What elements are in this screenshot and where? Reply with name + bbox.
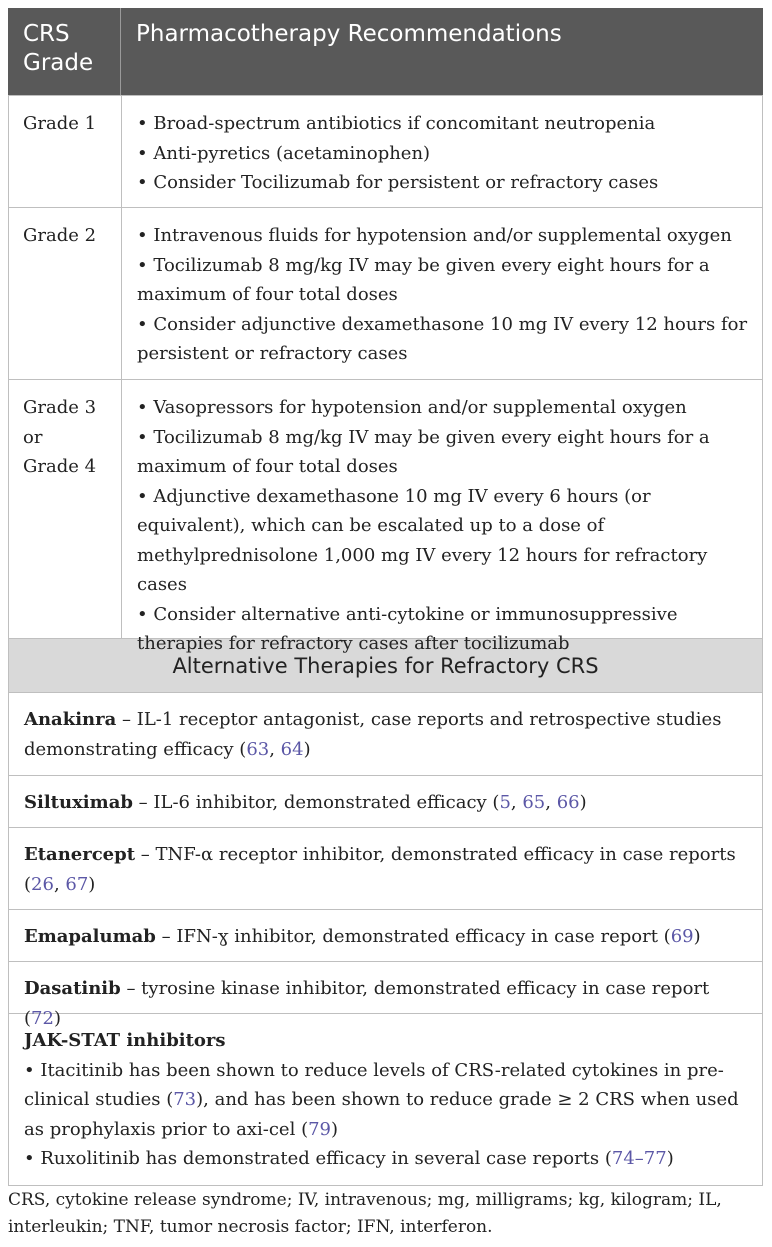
drug-name: Anakinra xyxy=(24,709,117,730)
grade-label: Grade 2 xyxy=(9,208,122,379)
alt-therapy-etanercept: Etanercept – TNF-α receptor inhibitor, demonstrated efficacy in case reports (26, 67) xyxy=(8,828,763,910)
alt-therapy-dasatinib xyxy=(8,962,763,1029)
grade-label-line: Grade 3 xyxy=(23,397,97,418)
bullet: • Consider adjunctive dexamethasone 10 mg IV every 12 hours for persistent or refractory cases xyxy=(137,313,748,364)
reference-link[interactable]: 69 xyxy=(670,926,694,947)
drug-description: – IL-6 inhibitor, demonstrated efficacy ( xyxy=(132,792,500,813)
drug-description: – tyrosine kinase inhibitor, demonstrated efficacy in case report ( xyxy=(24,978,710,1029)
reference-link[interactable]: 65 xyxy=(522,792,546,813)
grade-label: Grade 1 xyxy=(9,96,122,207)
reference-link[interactable]: 67 xyxy=(65,873,89,895)
bullet-text: ) xyxy=(331,1118,339,1140)
bullet: • Broad-spectrum antibiotics if concomitant neutropenia xyxy=(137,113,656,134)
recommendations xyxy=(122,380,762,654)
header-pharmacotherapy: Pharmacotherapy Recommendations xyxy=(136,21,562,47)
drug-name: JAK-STAT inhibitors xyxy=(24,1030,226,1051)
drug-name: Siltuximab xyxy=(24,792,133,813)
grade-label xyxy=(9,380,122,638)
table-row-grade-2 xyxy=(8,208,763,380)
alt-therapy-jak-stat xyxy=(8,1014,763,1186)
bullet-text: • Ruxolitinib has demonstrated efficacy in several case reports ( xyxy=(24,1148,612,1169)
reference-link[interactable]: 63 xyxy=(246,738,270,760)
bullet: • Tocilizumab 8 mg/kg IV may be given every eight hours for a maximum of four total doses xyxy=(137,426,710,477)
crs-table xyxy=(8,8,763,1186)
drug-description: – IL-1 receptor antagonist, case reports and retrospective studies demonstrating efficacy ( xyxy=(24,709,722,760)
bullet: • Vasopressors for hypotension and/or supplemental oxygen xyxy=(137,397,687,418)
recommendations xyxy=(122,208,762,379)
bullet: • Consider Tocilizumab for persistent or refractory cases xyxy=(137,172,659,193)
header-crs-grade: CRS Grade xyxy=(8,8,121,95)
reference-link[interactable]: 64 xyxy=(280,738,304,760)
table-header xyxy=(8,8,763,96)
bullet: • Anti-pyretics (acetaminophen) xyxy=(137,142,431,164)
drug-name: Dasatinib xyxy=(24,978,121,999)
table-row-grade-1 xyxy=(8,96,763,208)
reference-link[interactable]: 66 xyxy=(556,792,580,813)
grade-label-line: Grade 4 xyxy=(23,456,97,477)
paren: ) xyxy=(693,926,701,947)
bullet: • Consider alternative anti-cytokine or immunosuppressive therapies for refractory cases after tocilizumab xyxy=(137,603,678,654)
recommendations xyxy=(122,96,762,207)
bullet-text: ), and has been shown to reduce grade ≥ 2 CRS when used as prophylaxis prior to axi-cel ( xyxy=(24,1089,739,1140)
grade-label-line: or xyxy=(23,426,43,448)
table-row-grade-3-4 xyxy=(8,380,763,654)
alt-therapy-emapalumab xyxy=(8,910,763,962)
bullet xyxy=(24,1056,748,1145)
alt-therapy-siltuximab: Siltuximab – IL-6 inhibitor, demonstrated efficacy (5, 65, 66) xyxy=(8,776,763,828)
paren: ) xyxy=(53,1007,61,1029)
table-footnote: CRS, cytokine release syndrome; IV, intravenous; mg, milligrams; kg, kilogram; IL, interleukin; TNF, tumor necrosis factor; IFN, interferon. xyxy=(8,1190,722,1237)
bullet-text: ) xyxy=(666,1148,674,1169)
reference-link[interactable]: 79 xyxy=(308,1118,331,1140)
reference-link[interactable]: 5 xyxy=(499,792,511,813)
bullet: • Adjunctive dexamethasone 10 mg IV every 6 hours (or equivalent), which can be escalated up to a dose of methylprednisolone 1,000 mg IV every 12 hours for refractory cases xyxy=(137,485,708,595)
paren: ) xyxy=(303,738,311,760)
bullet-text: • Itacitinib has been shown to reduce levels of CRS-related cytokines in pre-clinical studies ( xyxy=(24,1059,724,1110)
bullet: • Intravenous fluids for hypotension and/or supplemental oxygen xyxy=(137,225,732,246)
reference-link[interactable]: 74–77 xyxy=(611,1148,667,1169)
drug-description: – IFN-ɣ inhibitor, demonstrated efficacy in case report ( xyxy=(155,926,671,947)
alt-therapy-anakinra: Anakinra – IL-1 receptor antagonist, case reports and retrospective studies demonstrating efficacy (63, 64) xyxy=(8,693,763,776)
drug-description: – TNF-α receptor inhibitor, demonstrated efficacy in case reports ( xyxy=(24,844,736,895)
bullet: • Tocilizumab 8 mg/kg IV may be given every eight hours for a maximum of four total doses xyxy=(137,254,710,305)
paren: ) xyxy=(579,792,587,813)
bullet xyxy=(24,1144,748,1174)
reference-link[interactable]: 72 xyxy=(31,1007,54,1029)
section-title: Alternative Therapies for Refractory CRS xyxy=(8,639,763,693)
drug-name: Emapalumab xyxy=(24,926,156,947)
paren: ) xyxy=(88,873,96,895)
drug-name: Etanercept xyxy=(24,844,136,865)
reference-link[interactable]: 73 xyxy=(173,1089,197,1110)
reference-link[interactable]: 26 xyxy=(31,873,54,895)
